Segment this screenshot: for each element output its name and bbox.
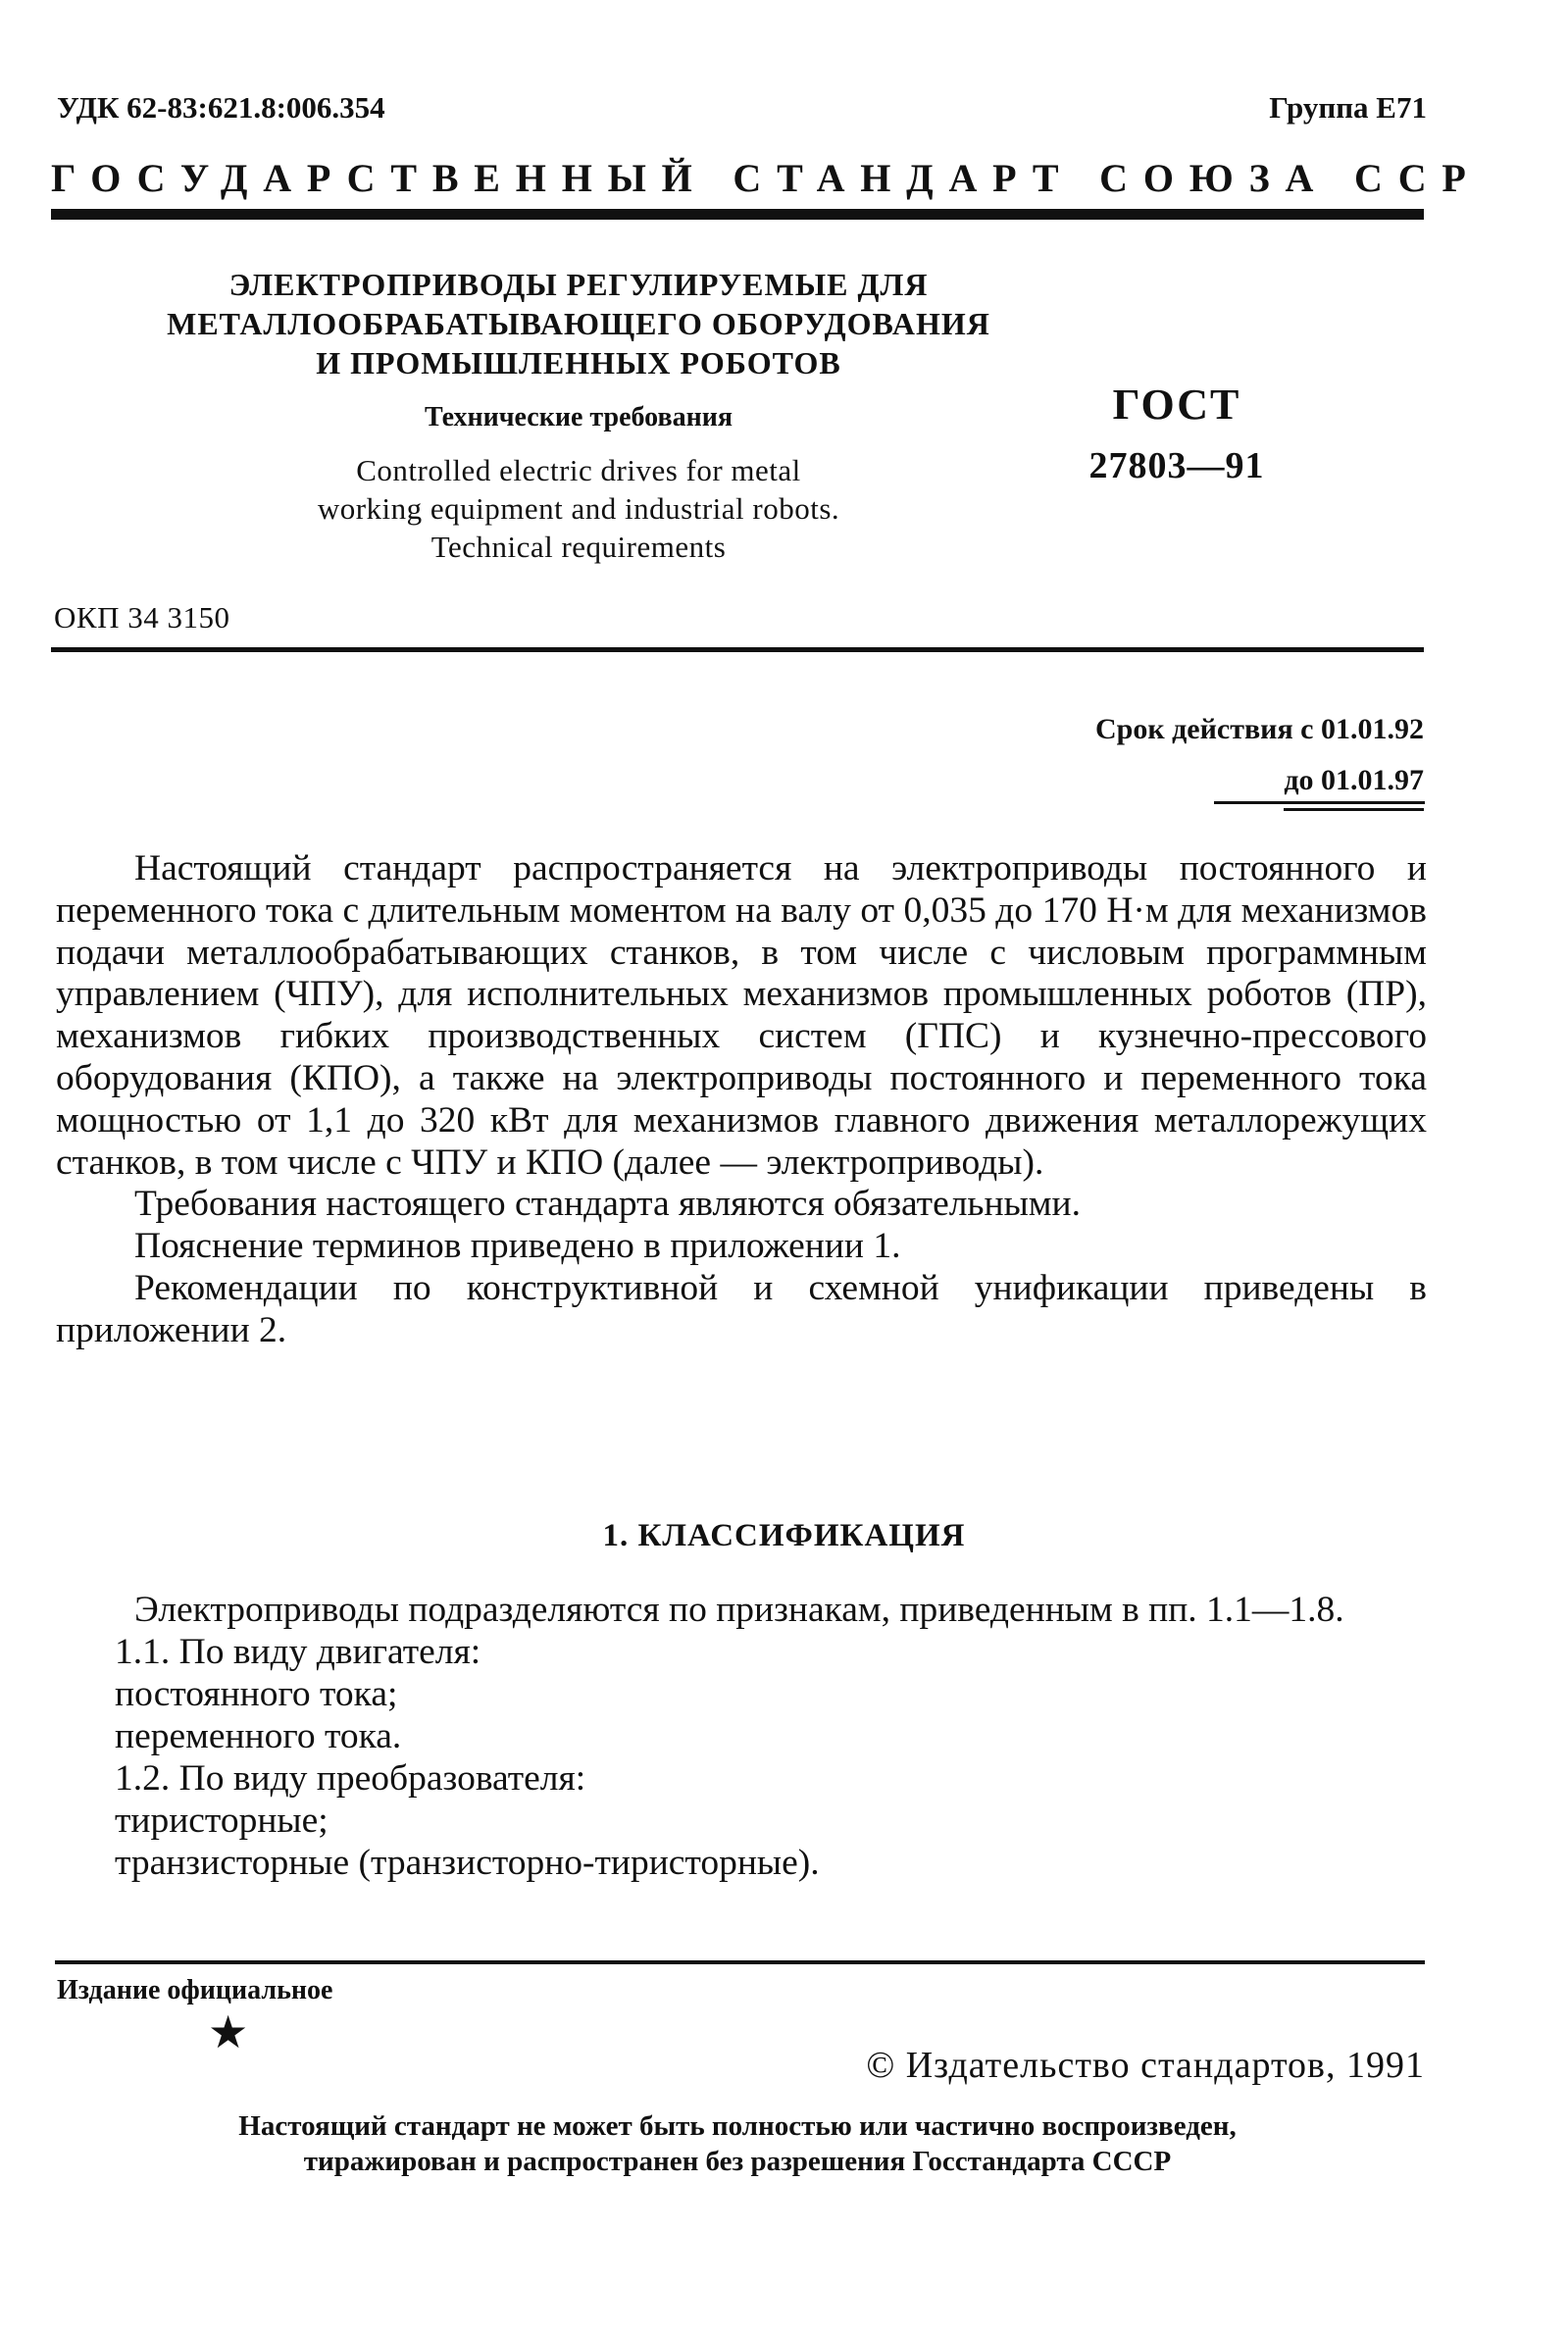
english-title-line-3: Technical requirements bbox=[430, 530, 727, 564]
section-1-title: 1. КЛАССИФИКАЦИЯ bbox=[602, 1518, 966, 1553]
reproduction-notice-line-1: Настоящий стандарт не может быть полностью или частично воспроизведен, bbox=[238, 2110, 1237, 2142]
validity-rule bbox=[1214, 801, 1425, 804]
validity-from: Срок действия с 01.01.92 bbox=[1095, 713, 1424, 745]
clause-1-1-item-a: постоянного тока; bbox=[115, 1674, 398, 1714]
reproduction-notice bbox=[51, 2108, 1424, 2179]
clause-1-1-item-b: переменного тока. bbox=[115, 1716, 402, 1756]
clause-1-2-title: 1.2. По виду преобразователя: bbox=[115, 1758, 586, 1799]
title-line-3: И ПРОМЫШЛЕННЫХ РОБОТОВ bbox=[316, 345, 841, 381]
title-line-1: ЭЛЕКТРОПРИВОДЫ РЕГУЛИРУЕМЫЕ ДЛЯ bbox=[228, 267, 929, 302]
intro-paragraph-4: Рекомендации по конструктивной и схемной унификации приведены в приложении 2. bbox=[56, 1267, 1427, 1350]
copyright-notice: © Издательство стандартов, 1991 bbox=[866, 2045, 1425, 2086]
validity-to: до 01.01.97 bbox=[1284, 755, 1424, 811]
document-title-block bbox=[147, 265, 1010, 566]
classification-text bbox=[56, 1589, 1427, 1884]
group-code: Группа Е71 bbox=[1269, 90, 1427, 125]
validity-period bbox=[1095, 704, 1424, 811]
title-line-2: МЕТАЛЛООБРАБАТЫВАЮЩЕГО ОБОРУДОВАНИЯ bbox=[167, 306, 990, 341]
gost-label: ГОСТ bbox=[1112, 381, 1241, 429]
gost-number: 27803—91 bbox=[1088, 445, 1265, 486]
classification-intro: Электроприводы подразделяются по признакам, приведенным в пп. 1.1—1.8. bbox=[134, 1590, 1344, 1630]
state-standard-heading: ГОСУДАРСТВЕННЫЙ СТАНДАРТ СОЮЗА ССР bbox=[51, 156, 1482, 200]
english-title-line-2: working equipment and industrial robots. bbox=[317, 491, 840, 526]
clause-1-2-item-b: транзисторные (транзисторно-тиристорные). bbox=[115, 1843, 820, 1883]
footer-rule bbox=[55, 1960, 1425, 1964]
english-title bbox=[147, 451, 1010, 566]
clause-1-2-item-a: тиристорные; bbox=[115, 1801, 329, 1841]
intro-paragraph-3: Пояснение терминов приведено в приложении 1. bbox=[134, 1226, 901, 1267]
official-edition-label: Издание официальное bbox=[57, 1975, 333, 2005]
title-subtitle: Технические требования bbox=[425, 402, 733, 432]
title-bottom-rule bbox=[51, 647, 1424, 652]
intro-paragraph-1: Настоящий стандарт распространяется на электроприводы постоянного и переменного тока с длительным моментом на валу от 0,035 до 170 Н·м для механизмов подачи металлообрабатывающих станков, в том числе с числовым программным управлением (ЧПУ), для исполнительных механизмов промышленных роботов (ПР), механизмов гибких производственных систем (ГПС) и кузнечно-прессового оборудования (КПО), а также на электроприводы постоянного и переменного тока мощностью от 1,1 до 320 кВт для механизмов главного движения металлорежущих станков, в том числе с ЧПУ и КПО (далее — электроприводы). bbox=[56, 848, 1427, 1183]
gost-designation bbox=[1088, 378, 1265, 493]
introduction-text bbox=[56, 848, 1427, 1352]
udk-code: УДК 62-83:621.8:006.354 bbox=[57, 90, 385, 125]
reproduction-notice-line-2: тиражирован и распространен без разрешения Госстандарта СССР bbox=[303, 2146, 1172, 2177]
intro-paragraph-2: Требования настоящего стандарта являются обязательными. bbox=[134, 1184, 1081, 1225]
clause-1-1-title: 1.1. По виду двигателя: bbox=[115, 1632, 481, 1672]
star-icon: ★ bbox=[208, 2007, 249, 2057]
header-thick-rule bbox=[51, 209, 1424, 220]
english-title-line-1: Controlled electric drives for metal bbox=[356, 453, 801, 487]
okp-code: ОКП 34 3150 bbox=[54, 600, 230, 634]
